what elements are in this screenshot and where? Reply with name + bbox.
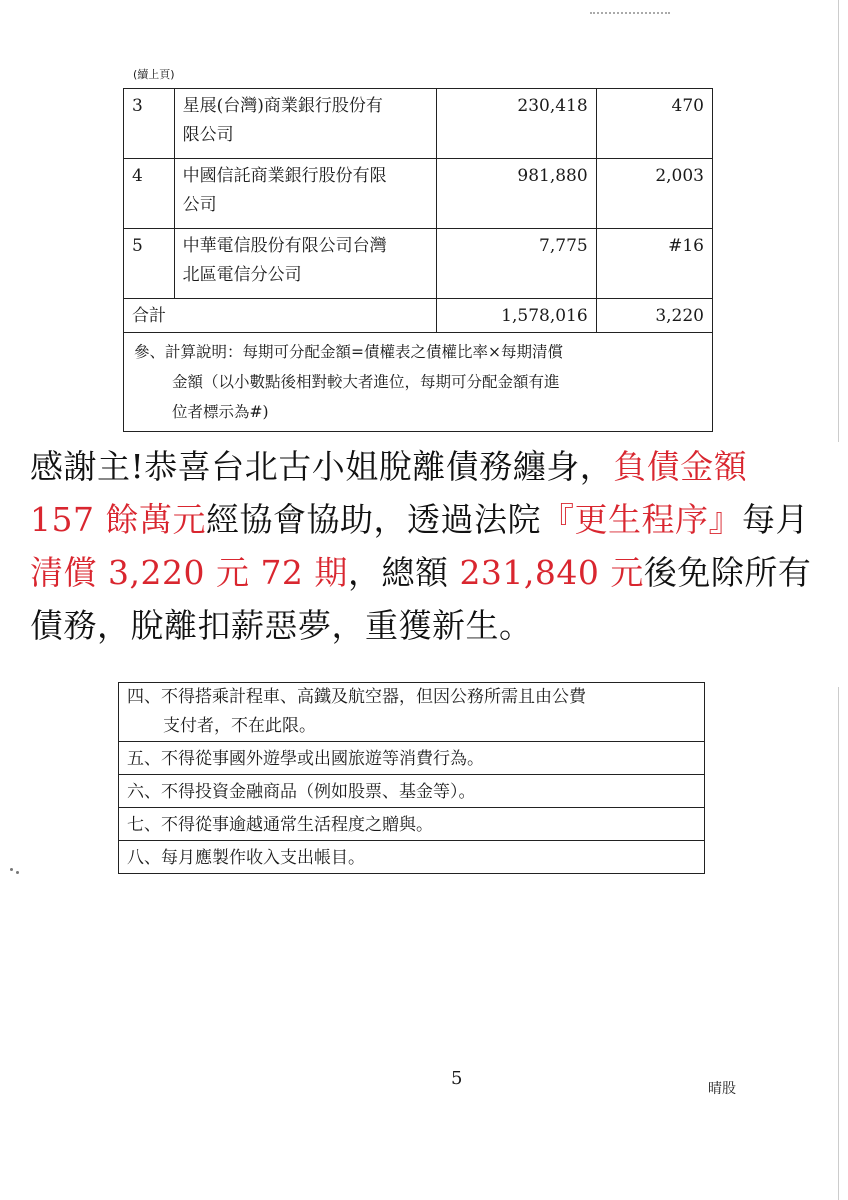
continued-label: (續上頁): [133, 68, 175, 81]
note-row: [124, 333, 713, 432]
condition-line: 四、不得搭乘計程車、高鐵及航空器，但因公務所需且由公費: [127, 687, 586, 707]
row-index: 4: [124, 159, 175, 229]
monthly-payment: 2,003: [596, 159, 712, 229]
monthly-payment: 470: [596, 89, 712, 159]
court-division-stamp: 晴股: [708, 1081, 736, 1097]
creditor-name: [174, 229, 436, 299]
creditor-name: [174, 89, 436, 159]
table-row: [124, 89, 713, 159]
message-highlight: 清償 3,220 元 72 期: [30, 553, 348, 592]
creditor-name-line: 限公司: [182, 125, 234, 145]
message-text: 感謝主!恭喜台北古小姐脫離債務纏身，: [30, 447, 614, 486]
creditor-name-line: 中華電信股份有限公司台灣: [182, 236, 387, 256]
condition-row: [119, 775, 705, 808]
table-row: [124, 159, 713, 229]
condition-item: 五、不得從事國外遊學或出國旅遊等消費行為。: [119, 742, 705, 775]
message-highlight: 231,840 元: [459, 553, 644, 592]
message-highlight: 『更生程序』: [540, 500, 742, 539]
creditor-name: [174, 159, 436, 229]
scan-speck: [16, 871, 19, 874]
condition-line: 支付者，不在此限。: [163, 716, 316, 736]
claim-amount: 981,880: [436, 159, 596, 229]
total-monthly: 3,220: [596, 299, 712, 333]
row-index: 3: [124, 89, 175, 159]
page-number: 5: [451, 1068, 463, 1089]
note-line: 金額（以小數點後相對較大者進位，每期可分配金額有進: [172, 373, 560, 391]
claim-amount: 7,775: [436, 229, 596, 299]
table-row: [124, 229, 713, 299]
creditor-name-line: 公司: [182, 195, 217, 215]
creditor-table: [123, 88, 713, 432]
message-text: 後免除所有債務，脫離扣薪惡夢，重獲新生。: [30, 553, 812, 645]
condition-row: [119, 841, 705, 874]
note-line: 位者標示為#): [172, 403, 269, 421]
creditor-name-line: 星展(台灣)商業銀行股份有: [182, 96, 383, 116]
congratulation-message: [30, 440, 822, 652]
note-line: 參、計算說明：每期可分配金額=債權表之債權比率×每期清償: [134, 343, 563, 361]
monthly-payment: #16: [596, 229, 712, 299]
total-label: 合計: [124, 299, 437, 333]
condition-item: 七、不得從事逾越通常生活程度之贈與。: [119, 808, 705, 841]
total-row: [124, 299, 713, 333]
total-amount: 1,578,016: [436, 299, 596, 333]
message-highlight: 負債金額 157 餘萬元: [30, 447, 748, 539]
message-text: 經協會協助，透過法院: [205, 500, 541, 539]
message-text: 每月: [741, 500, 809, 539]
condition-row: [119, 683, 705, 742]
scan-mark: [590, 12, 670, 20]
creditor-name-line: 中國信託商業銀行股份有限: [182, 166, 387, 186]
claim-amount: 230,418: [436, 89, 596, 159]
message-text: ，總額: [347, 553, 460, 592]
condition-item: [119, 683, 705, 742]
condition-item: 八、每月應製作收入支出帳目。: [119, 841, 705, 874]
conditions-table: [118, 682, 705, 874]
row-index: 5: [124, 229, 175, 299]
condition-row: [119, 742, 705, 775]
condition-row: [119, 808, 705, 841]
condition-item: 六、不得投資金融商品（例如股票、基金等）。: [119, 775, 705, 808]
scan-speck: [10, 868, 13, 871]
calculation-note: [124, 333, 713, 432]
creditor-name-line: 北區電信分公司: [182, 265, 302, 285]
